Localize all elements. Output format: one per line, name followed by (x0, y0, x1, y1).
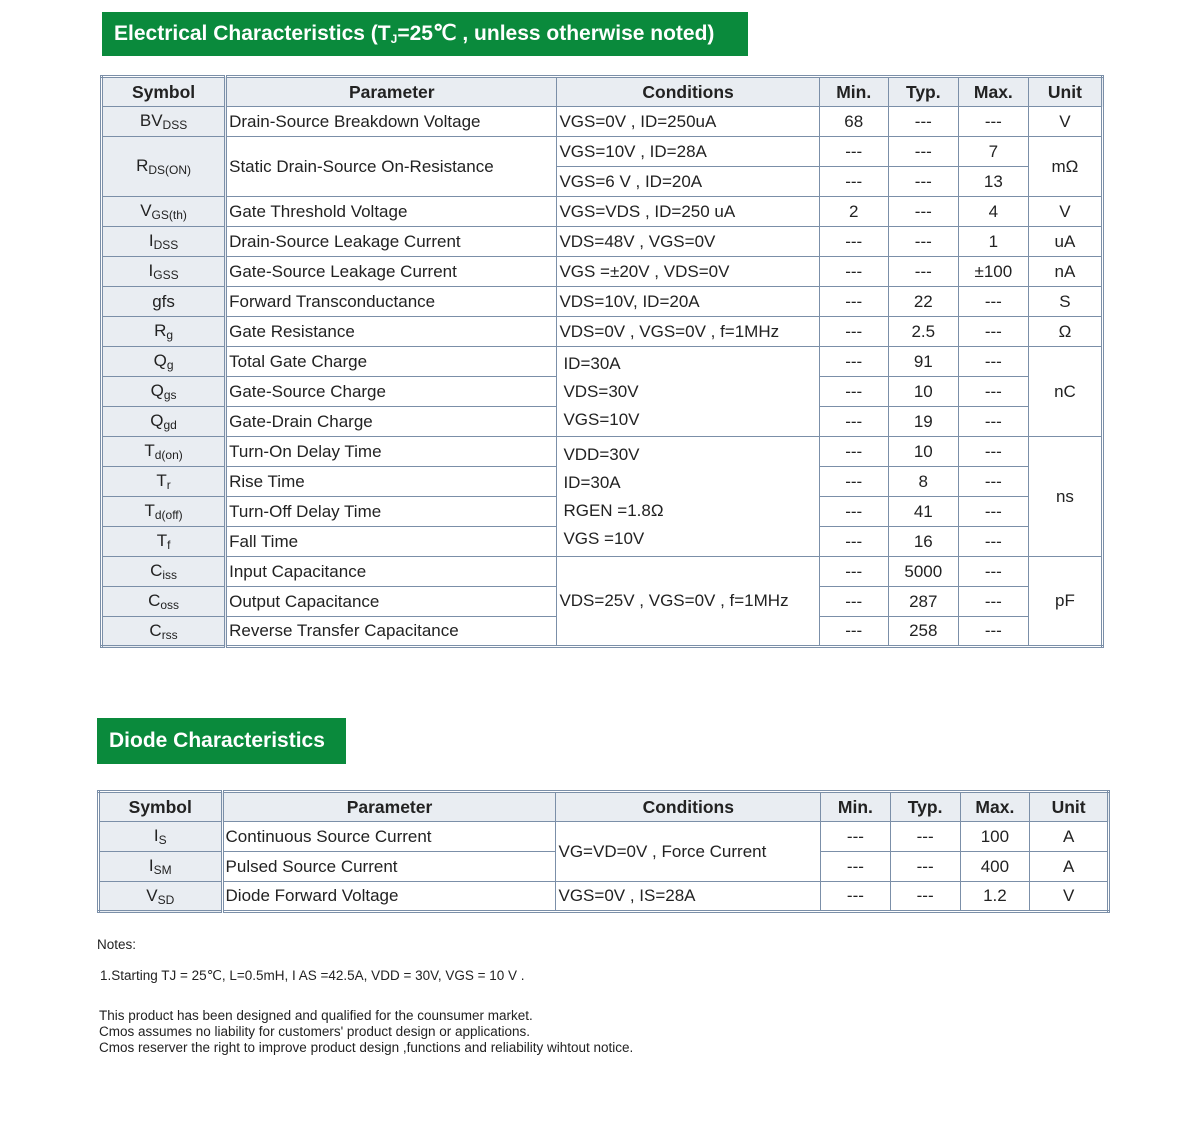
conditions-cell: VGS =±20V , VDS=0V (557, 257, 819, 287)
min-cell: --- (819, 287, 888, 317)
typ-cell: 258 (888, 617, 958, 647)
header-unit: Unit (1028, 77, 1102, 107)
symbol-cell (99, 822, 223, 852)
unit-cell: pF (1028, 557, 1102, 647)
symbol-cell (102, 107, 226, 137)
conditions-cell: VDS=25V , VGS=0V , f=1MHz (557, 557, 819, 647)
typ-cell: --- (890, 882, 960, 912)
max-cell: --- (958, 287, 1028, 317)
symbol-main: Q (153, 351, 167, 370)
conditions-cell: VDS=10V, ID=20A (557, 287, 819, 317)
max-cell: 4 (958, 197, 1028, 227)
symbol-main: T (156, 471, 167, 490)
title-subscript: J (390, 32, 398, 46)
symbol-main: I (148, 261, 154, 280)
symbol-sub: gd (163, 418, 177, 432)
min-cell: --- (819, 137, 888, 167)
header-unit: Unit (1030, 792, 1109, 822)
symbol-main: gfs (152, 291, 175, 311)
condition-line: VDD=30V (563, 444, 640, 464)
symbol-sub: DS(ON) (148, 163, 192, 177)
header-symbol: Symbol (102, 77, 226, 107)
parameter-cell: Gate Resistance (226, 317, 557, 347)
parameter-cell: Input Capacitance (226, 557, 557, 587)
unit-cell: uA (1028, 227, 1102, 257)
symbol-cell (102, 557, 226, 587)
unit-cell: nA (1028, 257, 1102, 287)
typ-cell: 10 (888, 437, 958, 467)
symbol-cell (102, 137, 226, 197)
table-header-row (102, 77, 1103, 107)
max-cell: ±100 (958, 257, 1028, 287)
unit-cell: Ω (1028, 317, 1102, 347)
table-header-row (99, 792, 1109, 822)
notes-section (97, 937, 633, 1055)
symbol-sub: GS(th) (151, 208, 187, 222)
conditions-cell (557, 347, 819, 437)
min-cell: --- (819, 407, 888, 437)
symbol-sub: g (166, 358, 174, 372)
parameter-cell: Fall Time (226, 527, 557, 557)
disclaimer-line: Cmos reserver the right to improve product design ,functions and reliability wihtout notice. (99, 1040, 634, 1055)
conditions-cell: VGS=6 V , ID=20A (557, 167, 819, 197)
max-cell: 1.2 (960, 882, 1030, 912)
symbol-main: C (149, 620, 162, 640)
symbol-main: T (144, 441, 155, 460)
typ-cell: 287 (888, 587, 958, 617)
symbol-cell (102, 257, 226, 287)
unit-cell: V (1030, 882, 1109, 912)
parameter-cell: Total Gate Charge (226, 347, 557, 377)
unit-cell: A (1030, 822, 1109, 852)
parameter-cell: Gate-Source Leakage Current (226, 257, 557, 287)
unit-cell: ns (1028, 437, 1102, 557)
typ-cell: 5000 (888, 557, 958, 587)
min-cell: --- (821, 852, 891, 882)
max-cell: --- (958, 527, 1028, 557)
typ-cell: 10 (888, 377, 958, 407)
min-cell: --- (819, 437, 888, 467)
symbol-cell (102, 407, 226, 437)
table-row (102, 257, 1103, 287)
conditions-cell (557, 437, 819, 557)
symbol-cell (102, 527, 226, 557)
diode-characteristics-title: Diode Characteristics (97, 718, 346, 764)
condition-line: VGS =10V (563, 528, 645, 548)
min-cell: --- (819, 377, 888, 407)
symbol-cell (102, 227, 226, 257)
symbol-main: I (148, 856, 154, 875)
parameter-cell: Gate-Source Charge (226, 377, 557, 407)
symbol-sub: d(on) (154, 448, 183, 462)
parameter-cell: Turn-Off Delay Time (226, 497, 557, 527)
typ-cell: 22 (888, 287, 958, 317)
symbol-sub: GSS (153, 268, 179, 282)
header-max: Max. (958, 77, 1028, 107)
condition-line: VDS=30V (563, 381, 639, 401)
table-row (102, 107, 1103, 137)
header-max: Max. (960, 792, 1030, 822)
symbol-sub: SM (153, 863, 172, 877)
typ-cell: 16 (888, 527, 958, 557)
symbol-cell (102, 287, 226, 317)
symbol-cell (99, 852, 223, 882)
symbol-cell (102, 587, 226, 617)
parameter-cell: Reverse Transfer Capacitance (226, 617, 557, 647)
unit-cell: V (1028, 197, 1102, 227)
electrical-characteristics-table (100, 75, 1104, 648)
title-prefix: Electrical Characteristics (T (114, 22, 391, 45)
min-cell: --- (819, 317, 888, 347)
header-symbol: Symbol (99, 792, 223, 822)
max-cell: --- (958, 317, 1028, 347)
symbol-cell (102, 437, 226, 467)
parameter-cell: Gate-Drain Charge (226, 407, 557, 437)
conditions-cell: VGS=10V , ID=28A (557, 137, 819, 167)
table-row (102, 437, 1103, 467)
header-conditions: Conditions (557, 77, 819, 107)
min-cell: --- (821, 882, 891, 912)
parameter-cell: Turn-On Delay Time (226, 437, 557, 467)
min-cell: 68 (819, 107, 888, 137)
min-cell: --- (819, 587, 888, 617)
max-cell: 13 (958, 167, 1028, 197)
typ-cell: 41 (888, 497, 958, 527)
conditions-cell: VDS=48V , VGS=0V (557, 227, 819, 257)
symbol-main: Q (150, 381, 164, 400)
condition-line: ID=30A (563, 353, 621, 373)
electrical-characteristics-title (102, 12, 748, 56)
typ-cell: --- (888, 167, 958, 197)
header-conditions: Conditions (556, 792, 821, 822)
max-cell: --- (958, 377, 1028, 407)
diode-characteristics-table (97, 790, 1110, 913)
table-row (102, 197, 1103, 227)
typ-cell: --- (888, 137, 958, 167)
symbol-main: V (140, 201, 152, 220)
symbol-sub: DSS (162, 118, 188, 132)
table-row (102, 557, 1103, 587)
header-typ: Typ. (888, 77, 958, 107)
parameter-cell: Static Drain-Source On-Resistance (226, 137, 557, 197)
symbol-main: V (146, 885, 158, 905)
max-cell: 1 (958, 227, 1028, 257)
min-cell: --- (819, 227, 888, 257)
symbol-sub: SD (157, 892, 175, 907)
symbol-sub: f (167, 538, 171, 552)
symbol-main: R (154, 321, 167, 340)
symbol-cell (102, 197, 226, 227)
parameter-cell: Output Capacitance (226, 587, 557, 617)
typ-cell: --- (888, 227, 958, 257)
min-cell: --- (819, 257, 888, 287)
parameter-cell: Pulsed Source Current (222, 852, 556, 882)
typ-cell: --- (888, 257, 958, 287)
symbol-main: Q (150, 411, 164, 430)
symbol-sub: DSS (153, 238, 179, 252)
unit-cell: mΩ (1028, 137, 1102, 197)
typ-cell: --- (888, 197, 958, 227)
parameter-cell: Drain-Source Breakdown Voltage (226, 107, 557, 137)
min-cell: --- (819, 527, 888, 557)
table-row (102, 287, 1103, 317)
conditions-cell: VGS=VDS , ID=250 uA (557, 197, 819, 227)
symbol-main: C (148, 591, 161, 610)
symbol-sub: r (166, 478, 171, 492)
symbol-main: T (144, 501, 155, 520)
parameter-cell: Diode Forward Voltage (222, 882, 556, 912)
max-cell: --- (958, 557, 1028, 587)
table-row (102, 227, 1103, 257)
table-row (102, 137, 1103, 167)
parameter-cell: Gate Threshold Voltage (226, 197, 557, 227)
min-cell: --- (819, 497, 888, 527)
symbol-sub: g (166, 328, 174, 342)
conditions-cell: VDS=0V , VGS=0V , f=1MHz (557, 317, 819, 347)
table-row (102, 347, 1103, 377)
unit-cell: V (1028, 107, 1102, 137)
header-typ: Typ. (890, 792, 960, 822)
parameter-cell: Rise Time (226, 467, 557, 497)
title-suffix: =25℃ , unless otherwise noted) (397, 22, 715, 45)
condition-line: RGEN =1.8Ω (563, 500, 664, 520)
condition-line: VGS=10V (563, 409, 640, 429)
header-min: Min. (821, 792, 891, 822)
symbol-cell (102, 617, 226, 647)
typ-cell: 2.5 (888, 317, 958, 347)
symbol-sub: d(off) (154, 508, 183, 522)
symbol-cell (102, 347, 226, 377)
parameter-cell: Continuous Source Current (222, 822, 556, 852)
table-row (102, 317, 1103, 347)
unit-cell: nC (1028, 347, 1102, 437)
min-cell: --- (819, 167, 888, 197)
note-1: 1.Starting TJ = 25℃, L=0.5mH, I AS =42.5A, VDD = 30V, VGS = 10 V . (100, 968, 525, 983)
disclaimer-line: This product has been designed and qualified for the counsumer market. (99, 1008, 533, 1023)
header-parameter: Parameter (226, 77, 557, 107)
max-cell: --- (958, 437, 1028, 467)
typ-cell: --- (890, 852, 960, 882)
unit-cell: S (1028, 287, 1102, 317)
symbol-sub: rss (161, 627, 178, 642)
conditions-cell: VGS=0V , IS=28A (556, 882, 821, 912)
max-cell: --- (958, 347, 1028, 377)
symbol-cell (102, 377, 226, 407)
conditions-cell: VG=VD=0V , Force Current (556, 822, 821, 882)
max-cell: 100 (960, 822, 1030, 852)
max-cell: --- (958, 407, 1028, 437)
parameter-cell: Forward Transconductance (226, 287, 557, 317)
symbol-main: I (148, 231, 154, 250)
symbol-main: I (153, 826, 159, 845)
table-row (99, 882, 1109, 912)
min-cell: --- (819, 557, 888, 587)
max-cell: --- (958, 617, 1028, 647)
conditions-cell: VGS=0V , ID=250uA (557, 107, 819, 137)
symbol-main: BV (139, 111, 163, 130)
symbol-sub: gs (163, 388, 177, 402)
symbol-cell (102, 497, 226, 527)
typ-cell: 8 (888, 467, 958, 497)
max-cell: --- (958, 467, 1028, 497)
min-cell: --- (821, 822, 891, 852)
symbol-cell (99, 882, 223, 912)
symbol-cell (102, 467, 226, 497)
min-cell: --- (819, 617, 888, 647)
max-cell: --- (958, 107, 1028, 137)
max-cell: --- (958, 497, 1028, 527)
parameter-cell: Drain-Source Leakage Current (226, 227, 557, 257)
min-cell: --- (819, 467, 888, 497)
table-row (99, 822, 1109, 852)
notes-heading: Notes: (97, 937, 137, 952)
disclaimer-line: Cmos assumes no liability for customers' product design or applications. (99, 1024, 531, 1039)
header-parameter: Parameter (222, 792, 556, 822)
typ-cell: 91 (888, 347, 958, 377)
typ-cell: 19 (888, 407, 958, 437)
condition-line: ID=30A (563, 472, 621, 492)
max-cell: 400 (960, 852, 1030, 882)
symbol-sub: S (158, 833, 167, 847)
max-cell: --- (958, 587, 1028, 617)
symbol-sub: iss (162, 568, 178, 582)
header-min: Min. (819, 77, 888, 107)
symbol-sub: oss (160, 598, 180, 612)
symbol-cell (102, 317, 226, 347)
min-cell: --- (819, 347, 888, 377)
unit-cell: A (1030, 852, 1109, 882)
min-cell: 2 (819, 197, 888, 227)
symbol-main: T (156, 531, 168, 550)
typ-cell: --- (888, 107, 958, 137)
typ-cell: --- (890, 822, 960, 852)
symbol-main: C (150, 561, 163, 580)
symbol-main: R (136, 156, 149, 175)
max-cell: 7 (958, 137, 1028, 167)
